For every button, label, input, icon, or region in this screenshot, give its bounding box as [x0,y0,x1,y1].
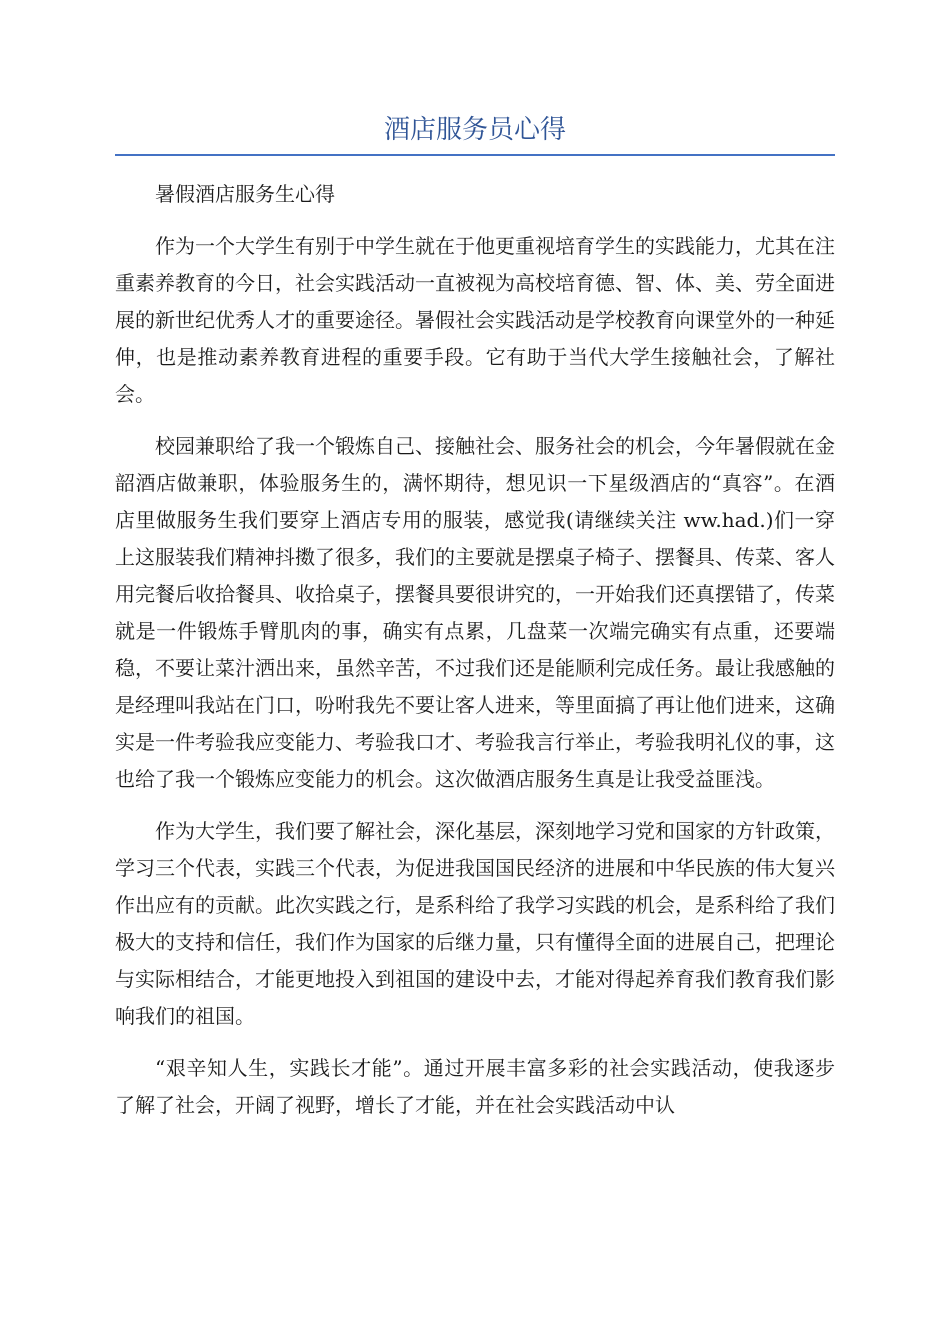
paragraph-2: 校园兼职给了我一个锻炼自己、接触社会、服务社会的机会，今年暑假就在金韶酒店做兼职，体验服务生的，满怀期待，想见识一下星级酒店的“真容”。在酒店里做服务生我们要穿上酒店专用的服装，感觉我(请继续关注 ww.had.)们一穿上这服装我们精神抖擞了很多，我们的主要就是摆桌子椅子、摆餐具、传菜、客人用完餐后收拾餐具、收拾桌子，摆餐具要很讲究的，一开始我们还真摆错了，传菜就是一件锻炼手臂肌肉的事，确实有点累，几盘菜一次端完确实有点重，还要端稳，不要让菜汁洒出来，虽然辛苦，不过我们还是能顺利完成任务。最让我感触的是经理叫我站在门口，吩咐我先不要让客人进来，等里面搞了再让他们进来，这确实是一件考验我应变能力、考验我口才、考验我言行举止，考验我明礼仪的事，这也给了我一个锻炼应变能力的机会。这次做酒店服务生真是让我受益匪浅。 [115,434,835,791]
document-body [115,176,835,1139]
title-underline [115,154,835,156]
document-title: 酒店服务员心得 [383,115,566,145]
document-subtitle: 暑假酒店服务生心得 [155,182,335,206]
paragraph-3: 作为大学生，我们要了解社会，深化基层，深刻地学习党和国家的方针政策，学习三个代表，实践三个代表，为促进我国国民经济的进展和中华民族的伟大复兴作出应有的贡献。此次实践之行，是系科给了我学习实践的机会，是系科给了我们极大的支持和信任，我们作为国家的后继力量，只有懂得全面的进展自己，把理论与实际相结合，才能更地投入到祖国的建设中去，才能对得起养育我们教育我们影响我们的祖国。 [115,819,835,1028]
paragraph-1: 作为一个大学生有别于中学生就在于他更重视培育学生的实践能力，尤其在注重素养教育的今日，社会实践活动一直被视为高校培育德、智、体、美、劳全面进展的新世纪优秀人才的重要途径。暑假社会实践活动是学校教育向课堂外的一种延伸，也是推动素养教育进程的重要手段。它有助于当代大学生接触社会，了解社会。 [115,234,835,406]
paragraph-4: “艰辛知人生，实践长才能”。通过开展丰富多彩的社会实践活动，使我逐步了解了社会，开阔了视野，增长了才能，并在社会实践活动中认 [115,1056,835,1117]
